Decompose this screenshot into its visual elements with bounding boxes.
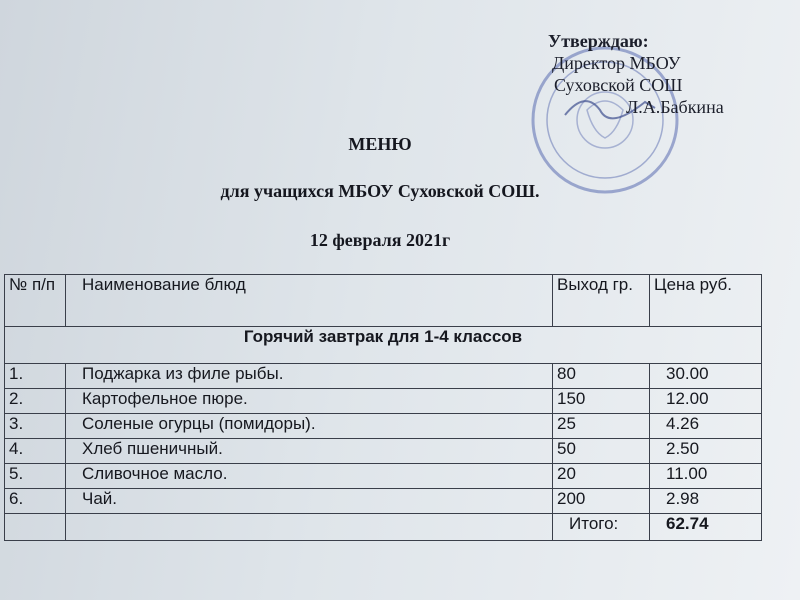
row-number: 1. [5,364,66,389]
total-empty-cell [5,514,66,541]
row-number: 5. [5,464,66,489]
row-yield: 50 [553,439,650,464]
approval-heading: Утверждаю: [548,31,649,51]
header-number: № п/п [5,275,66,327]
row-yield: 20 [553,464,650,489]
row-dish-name: Чай. [66,489,553,514]
section-row [5,327,762,364]
row-dish-name: Хлеб пшеничный. [66,439,553,464]
header-yield: Выход гр. [553,275,650,327]
table-row [5,464,762,489]
document-date: 12 февраля 2021г [309,230,451,250]
approval-director-name: Л.А.Бабкина [626,97,724,117]
table-row [5,439,762,464]
document-title: МЕНЮ [348,134,412,154]
header-price: Цена руб. [650,275,762,327]
total-empty-cell [66,514,553,541]
row-dish-name: Соленые огурцы (помидоры). [66,414,553,439]
row-yield: 25 [553,414,650,439]
total-label: Итого: [553,514,650,541]
approval-position: Директор МБОУ [552,53,681,73]
row-price: 12.00 [650,389,762,414]
table-row [5,414,762,439]
row-yield: 200 [553,489,650,514]
approval-block [548,30,724,118]
menu-table [4,274,762,541]
row-dish-name: Поджарка из филе рыбы. [66,364,553,389]
row-price: 2.98 [650,489,762,514]
row-yield: 80 [553,364,650,389]
row-number: 2. [5,389,66,414]
table-row [5,389,762,414]
row-dish-name: Картофельное пюре. [66,389,553,414]
table-row [5,489,762,514]
row-yield: 150 [553,389,650,414]
approval-school: Суховской СОШ [554,75,683,95]
row-number: 4. [5,439,66,464]
row-price: 30.00 [650,364,762,389]
row-price: 11.00 [650,464,762,489]
row-number: 6. [5,489,66,514]
table-header-row [5,275,762,327]
row-dish-name: Сливочное масло. [66,464,553,489]
row-price: 2.50 [650,439,762,464]
row-price: 4.26 [650,414,762,439]
document-subtitle: для учащихся МБОУ Суховской СОШ. [220,181,540,201]
total-value: 62.74 [650,514,762,541]
row-number: 3. [5,414,66,439]
header-dish-name: Наименование блюд [66,275,553,327]
total-row [5,514,762,541]
table-row [5,364,762,389]
section-title: Горячий завтрак для 1-4 классов [5,327,762,364]
